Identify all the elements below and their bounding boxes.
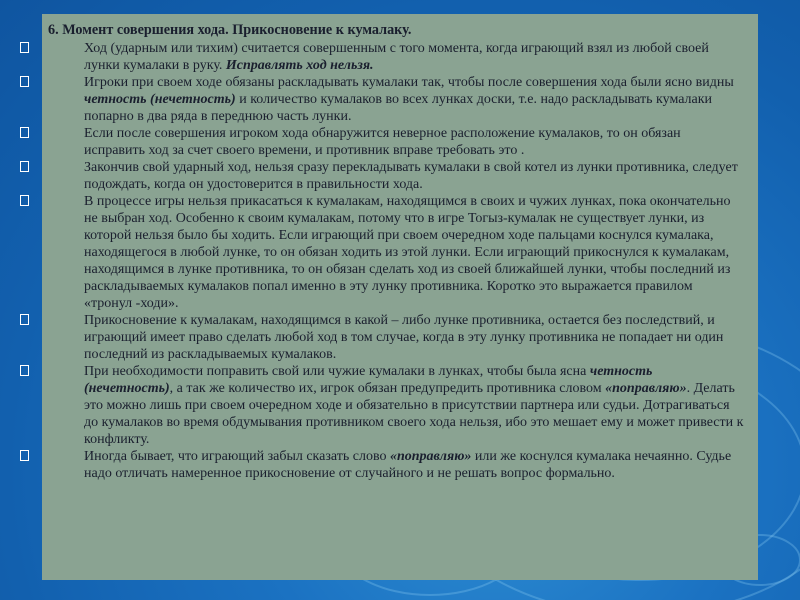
- bullet-box-icon: [20, 450, 29, 461]
- emphasis-text: Исправлять ход нельзя.: [225, 58, 374, 73]
- paragraph-text: или же коснулся кумалака нечаянно. Судье надо отличать намеренное прикосновение от случайного и не решать вопрос формально.: [84, 449, 732, 481]
- text-panel: [42, 14, 758, 580]
- rule-paragraph: [48, 159, 744, 193]
- paragraph-text: , а так же количество их, игрок обязан предупредить противника словом: [169, 381, 606, 396]
- rule-paragraph: [48, 74, 744, 125]
- paragraph-text: Игроки при своем ходе обязаны раскладывать кумалаки так, чтобы после совершения хода были ясно видны: [84, 75, 734, 90]
- bullet-box-icon: [20, 314, 29, 325]
- rule-paragraph: [48, 125, 744, 159]
- emphasis-text: «поправляю»: [389, 449, 472, 464]
- bullet-box-icon: [20, 127, 29, 138]
- paragraph-text: Если после совершения игроком хода обнаружится неверное расположение кумалаков, то он обязан исправить ход за счет своего времени, и противник вправе требовать это .: [84, 126, 681, 158]
- rule-paragraph: [48, 40, 744, 74]
- rule-paragraph: [48, 312, 744, 363]
- bullet-box-icon: [20, 195, 29, 206]
- emphasis-text: «поправляю»: [605, 381, 687, 396]
- paragraph-text: Ход (ударным или тихим) считается совершенным с того момента, когда играющий взял из любой своей лунки кумалаки в руку.: [84, 41, 709, 73]
- paragraph-text: При необходимости поправить свой или чужие кумалаки в лунках, чтобы была ясна: [84, 364, 590, 379]
- bullet-box-icon: [20, 76, 29, 87]
- emphasis-text: четность (нечетность): [84, 364, 653, 396]
- paragraph-text: Иногда бывает, что играющий забыл сказать слово: [84, 449, 390, 464]
- section-heading: 6. Момент совершения хода. Прикосновение к кумалаку.: [48, 22, 412, 38]
- bullet-box-icon: [20, 365, 29, 376]
- emphasis-text: четность (нечетность): [84, 92, 236, 107]
- rule-paragraph: [48, 448, 744, 482]
- rules-list: [48, 40, 744, 482]
- bullet-box-icon: [20, 42, 29, 53]
- rule-paragraph: [48, 193, 744, 312]
- paragraph-text: В процессе игры нельзя прикасаться к кумалакам, находящимся в своих и чужих лунках, пока окончательно не выбран ход. Особенно к своим кумалакам, потому что в игре Тогыз-кумалак не существует лунки, из которой нельзя было бы ходить. Если играющий при своем очередном ходе пальцами коснулся кумалака, находящегося в любой лунке, то он обязан ходить из этой лунки. Если играющий прикоснулся к кумалакам, находящимся в лунке противника, то он обязан сделать ход из своей ближайшей лунки, чтобы последний из раскладываемых кумалаков попал именно в эту лунку противника. Коротко это выражается правилом «тронул -ходи».: [84, 194, 731, 311]
- paragraph-text: и количество кумалаков во всех лунках доски, т.е. надо раскладывать кумалаки попарно в два ряда в переднюю часть лунки.: [84, 92, 713, 124]
- paragraph-text: Закончив свой ударный ход, нельзя сразу перекладывать кумалаки в свой котел из лунки противника, следует подождать, когда он удостоверится в правильности хода.: [84, 160, 738, 192]
- paragraph-text: Прикосновение к кумалакам, находящимся в какой – либо лунке противника, остается без последствий, и играющий имеет право сделать любой ход в том случае, когда в эту лунку противника не попадает ни один последний из раскладываемых кумалаков.: [84, 313, 724, 362]
- paragraph-text: . Делать это можно лишь при своем очередном ходе и обязательно в присутствии партнера или судьи. Дотрагиваться до кумалаков во время обдумывания противником своего хода нельзя, ибо это мешает ему и может привести к конфликту.: [84, 381, 744, 447]
- rule-paragraph: [48, 363, 744, 448]
- bullet-box-icon: [20, 161, 29, 172]
